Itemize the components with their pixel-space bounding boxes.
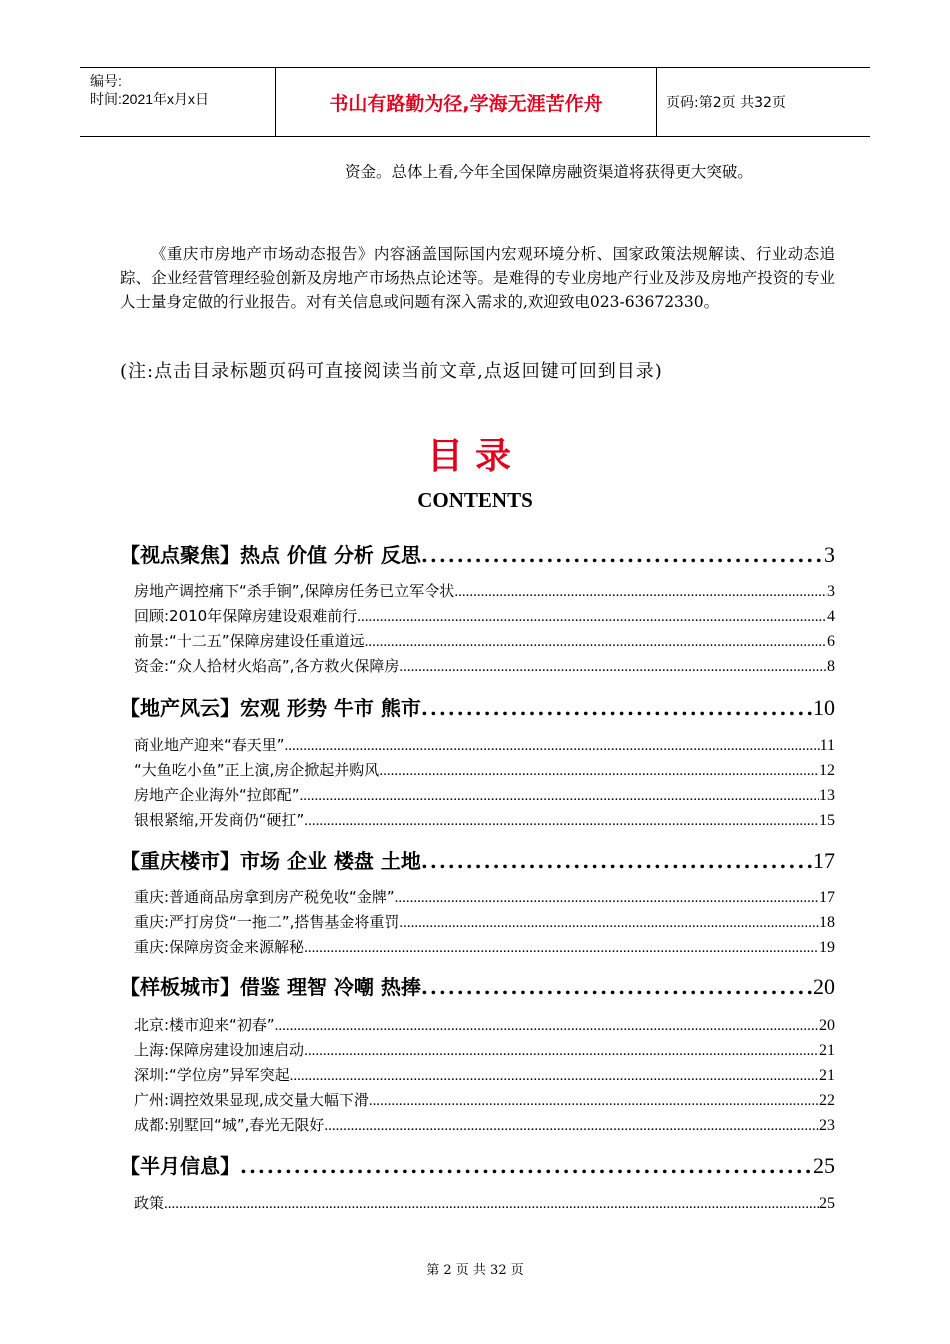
toc-item[interactable] (134, 1014, 835, 1036)
toc-page-number[interactable]: 21 (819, 1067, 835, 1084)
toc-item-title: 重庆:普通商品房拿到房产税免收“金牌” (134, 888, 395, 906)
toc-item-title: 深圳:“学位房”异军突起 (134, 1066, 290, 1084)
toc-leader (395, 890, 819, 907)
toc-leader (304, 813, 819, 830)
toc-leader (421, 849, 813, 873)
toc-page-number[interactable]: 18 (819, 914, 835, 931)
toc-section[interactable] (120, 539, 835, 569)
toc-item[interactable] (134, 784, 835, 806)
toc-page-number[interactable]: 21 (819, 1042, 835, 1059)
toc-page-number[interactable]: 3 (827, 583, 835, 600)
toc-section[interactable] (120, 971, 835, 1001)
toc-leader (300, 788, 819, 805)
toc-item-title: 房地产调控痛下“杀手锏”,保障房任务已立军令状 (134, 582, 455, 600)
toc-section-title: 【样板城市】借鉴 理智 冷嘲 热捧 (120, 975, 421, 999)
toc-item[interactable] (134, 734, 835, 756)
toc-leader (324, 1118, 819, 1135)
toc-item[interactable] (134, 605, 835, 627)
toc-item[interactable] (134, 936, 835, 958)
toc-item[interactable] (134, 886, 835, 908)
toc-section-title: 【视点聚焦】热点 价值 分析 反思 (120, 543, 421, 567)
toc-item-title: 银根紧缩,开发商仍“硬扛” (134, 811, 305, 829)
toc-item-title: 回顾:2010年保障房建设艰难前行 (134, 607, 358, 625)
toc-leader (164, 1196, 819, 1213)
toc-page-number[interactable]: 19 (819, 939, 835, 956)
page-header (80, 67, 870, 137)
header-page-label: 页码:第2页 共32页 (666, 95, 786, 111)
toc-item-title: “大鱼吃小鱼”正上演,房企掀起并购风 (134, 761, 380, 779)
toc-item[interactable] (134, 655, 835, 677)
toc-leader (421, 696, 813, 720)
toc-leader (379, 763, 819, 780)
toc-item-title: 重庆:保障房资金来源解秘 (134, 938, 305, 956)
toc-leader (421, 975, 813, 999)
toc-page-number[interactable]: 20 (813, 974, 835, 999)
toc-item-title: 广州:调控效果显现,成交量大幅下滑 (134, 1091, 369, 1109)
continued-paragraph: 资金。总体上看,今年全国保障房融资渠道将获得更大突破。 (345, 163, 753, 181)
toc-page-number[interactable]: 23 (819, 1117, 835, 1134)
toc-leader (399, 659, 827, 676)
toc-leader (399, 915, 819, 932)
toc-item[interactable] (134, 759, 835, 781)
toc-item-title: 房地产企业海外“拉郎配” (134, 786, 300, 804)
toc-section-title: 【半月信息】 (120, 1154, 240, 1178)
toc-item[interactable] (134, 809, 835, 831)
toc-title: 目录 (426, 436, 523, 477)
toc-page-number[interactable]: 25 (819, 1195, 835, 1212)
toc-leader (454, 584, 827, 601)
toc-item-title: 北京:楼市迎来“初春” (134, 1016, 275, 1034)
toc-page-number[interactable]: 20 (819, 1017, 835, 1034)
toc-leader (421, 543, 824, 567)
toc-item[interactable] (134, 911, 835, 933)
toc-page-number[interactable]: 15 (819, 812, 835, 829)
toc-item[interactable] (134, 1089, 835, 1111)
toc-leader (357, 609, 827, 626)
header-motto: 书山有路勤为径,学海无涯苦作舟 (276, 68, 657, 136)
toc-page-number[interactable]: 8 (827, 658, 835, 675)
header-meta (80, 68, 276, 136)
toc-item[interactable] (134, 1064, 835, 1086)
toc-note: (注:点击目录标题页码可直接阅读当前文章,点返回键可回到目录) (120, 361, 663, 382)
toc-section[interactable] (120, 692, 835, 722)
toc-item-title: 重庆:严打房贷“一拖二”,搭售基金将重罚 (134, 913, 400, 931)
number-label: 编号: (90, 73, 122, 89)
toc-page-number[interactable]: 17 (813, 848, 835, 873)
toc-subtitle: CONTENTS (417, 488, 533, 512)
toc-page-number[interactable]: 11 (819, 737, 835, 754)
toc-page-number[interactable]: 25 (813, 1153, 835, 1178)
toc-leader (365, 634, 827, 651)
toc-item-title: 上海:保障房建设加速启动 (134, 1041, 305, 1059)
toc-leader (240, 1154, 813, 1178)
toc-item-title: 政策 (134, 1194, 165, 1212)
toc-item[interactable] (134, 630, 835, 652)
toc-page-number[interactable]: 4 (827, 608, 835, 625)
toc-leader (275, 1018, 819, 1035)
toc-leader (369, 1093, 819, 1110)
toc-item-title: 成都:别墅回“城”,春光无限好 (134, 1116, 325, 1134)
toc-page-number[interactable]: 3 (824, 542, 835, 567)
toc-page-number[interactable]: 10 (813, 695, 835, 720)
date-label: 时间:2021年x月x日 (90, 91, 210, 107)
toc-page-number[interactable]: 6 (827, 633, 835, 650)
toc-page-number[interactable]: 12 (819, 762, 835, 779)
toc-item[interactable] (134, 1114, 835, 1136)
toc-page-number[interactable]: 17 (819, 889, 835, 906)
toc-section-title: 【地产风云】宏观 形势 牛市 熊市 (120, 696, 421, 720)
toc-item[interactable] (134, 1039, 835, 1061)
toc-leader (304, 1043, 819, 1060)
toc-page-number[interactable]: 13 (819, 787, 835, 804)
toc-item-title: 资金:“众人拾材火焰高”,各方救火保障房 (134, 657, 400, 675)
toc-item-title: 商业地产迎来“春天里” (134, 736, 285, 754)
toc-leader (285, 738, 820, 755)
toc-section[interactable] (120, 1150, 835, 1180)
toc-leader (290, 1068, 819, 1085)
page-footer: 第 2 页 共 32 页 (426, 1263, 524, 1278)
intro-paragraph: 《重庆市房地产市场动态报告》内容涵盖国际国内宏观环境分析、国家政策法规解读、行业动态追踪、企业经营管理经验创新及房地产市场热点论述等。是难得的专业房地产行业及涉及房地产投资的专业人士量身定做的行业报告。对有关信息或问题有深入需求的,欢迎致电023-63672330。 (120, 245, 835, 311)
toc-item-title: 前景:“十二五”保障房建设任重道远 (134, 632, 365, 650)
toc-item[interactable] (134, 1192, 835, 1214)
toc-section-title: 【重庆楼市】市场 企业 楼盘 土地 (120, 849, 421, 873)
toc-item[interactable] (134, 580, 835, 602)
toc-leader (304, 940, 819, 957)
toc-section[interactable] (120, 845, 835, 875)
toc-page-number[interactable]: 22 (819, 1092, 835, 1109)
